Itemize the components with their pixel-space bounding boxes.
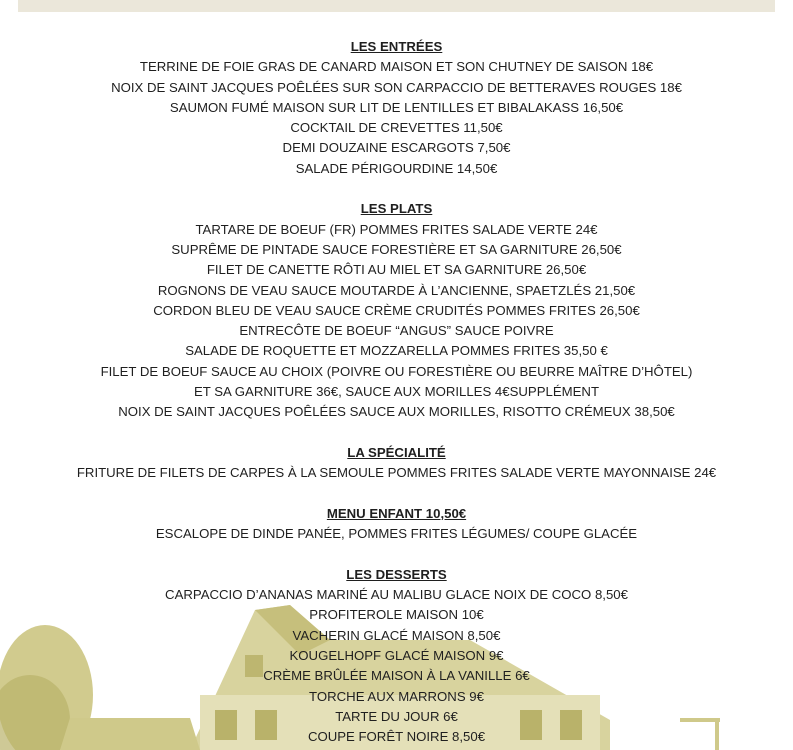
- menu-item: CORDON BLEU DE VEAU SAUCE CRÈME CRUDITÉS POMMES FRITES 26,50€: [153, 302, 640, 318]
- section-title: LA SPÉCIALITÉ: [347, 444, 446, 460]
- menu-item: ESCALOPE DE DINDE PANÉE, POMMES FRITES LÉGUMES/ COUPE GLACÉE: [155, 526, 638, 542]
- section-title: LES DESSERTS: [346, 566, 447, 582]
- menu-item: TERRINE DE FOIE GRAS DE CANARD MAISON ET SON CHUTNEY DE SAISON 18€: [139, 59, 654, 75]
- menu-item: SUPRÊME DE PINTADE SAUCE FORESTIÈRE ET SA GARNITURE 26,50€: [171, 241, 622, 257]
- menu-item: PROFITEROLE MAISON 10€: [309, 607, 484, 623]
- section-desserts: [0, 565, 793, 748]
- menu-item: TARTE DU JOUR 6€: [335, 708, 458, 724]
- menu-item: SALADE PÉRIGOURDINE 14,50€: [295, 160, 498, 176]
- menu-item: COCKTAIL DE CREVETTES 11,50€: [290, 120, 503, 136]
- section-entrees: [0, 37, 793, 179]
- menu-item: CARPACCIO D’ANANAS MARINÉ AU MALIBU GLACE NOIX DE COCO 8,50€: [165, 587, 628, 603]
- menu-item: VACHERIN GLACÉ MAISON 8,50€: [292, 627, 501, 643]
- menu-item: TARTARE DE BOEUF (FR) POMMES FRITES SALADE VERTE 24€: [195, 221, 598, 237]
- menu-list: [0, 37, 793, 747]
- menu-item: TORCHE AUX MARRONS 9€: [309, 688, 484, 704]
- section-specialite: [0, 443, 793, 484]
- menu-item: CRÈME BRÛLÉE MAISON À LA VANILLE 6€: [263, 668, 530, 684]
- section-gap: [0, 423, 793, 443]
- section-title: LES PLATS: [360, 201, 433, 217]
- menu-item: ENTRECÔTE DE BOEUF “ANGUS” SAUCE POIVRE: [239, 323, 554, 339]
- section-plats: [0, 199, 793, 422]
- menu-item: FILET DE BOEUF SAUCE AU CHOIX (POIVRE OU FORESTIÈRE OU BEURRE MAÎTRE D’HÔTEL): [100, 363, 693, 379]
- top-banner-band: [18, 0, 775, 12]
- menu-item: FILET DE CANETTE RÔTI AU MIEL ET SA GARNITURE 26,50€: [206, 262, 587, 278]
- section-gap: [0, 544, 793, 564]
- menu-item: SAUMON FUMÉ MAISON SUR LIT DE LENTILLES ET BIBALAKASS 16,50€: [169, 99, 624, 115]
- menu-item: DEMI DOUZAINE ESCARGOTS 7,50€: [282, 140, 511, 156]
- menu-item: NOIX DE SAINT JACQUES POÊLÉES SAUCE AUX MORILLES, RISOTTO CRÉMEUX 38,50€: [118, 404, 675, 420]
- menu-item: ROGNONS DE VEAU SAUCE MOUTARDE À L’ANCIENNE, SPAETZLÉS 21,50€: [157, 282, 636, 298]
- section-title: MENU ENFANT 10,50€: [326, 505, 467, 521]
- menu-item: KOUGELHOPF GLACÉ MAISON 9€: [289, 647, 504, 663]
- section-title: LES ENTRÉES: [350, 39, 443, 54]
- section-gap: [0, 484, 793, 504]
- section-menu-enfant: [0, 504, 793, 545]
- menu-item: ET SA GARNITURE 36€, SAUCE AUX MORILLES 4€SUPPLÉMENT: [193, 384, 600, 400]
- menu-item: SALADE DE ROQUETTE ET MOZZARELLA POMMES FRITES 35,50 €: [185, 343, 608, 359]
- section-gap: [0, 179, 793, 199]
- menu-item: COUPE FORÊT NOIRE 8,50€: [307, 729, 486, 745]
- menu-item: FRITURE DE FILETS DE CARPES À LA SEMOULE POMMES FRITES SALADE VERTE MAYONNAISE 24€: [76, 465, 717, 481]
- menu-item: NOIX DE SAINT JACQUES POÊLÉES SUR SON CARPACCIO DE BETTERAVES ROUGES 18€: [111, 79, 682, 95]
